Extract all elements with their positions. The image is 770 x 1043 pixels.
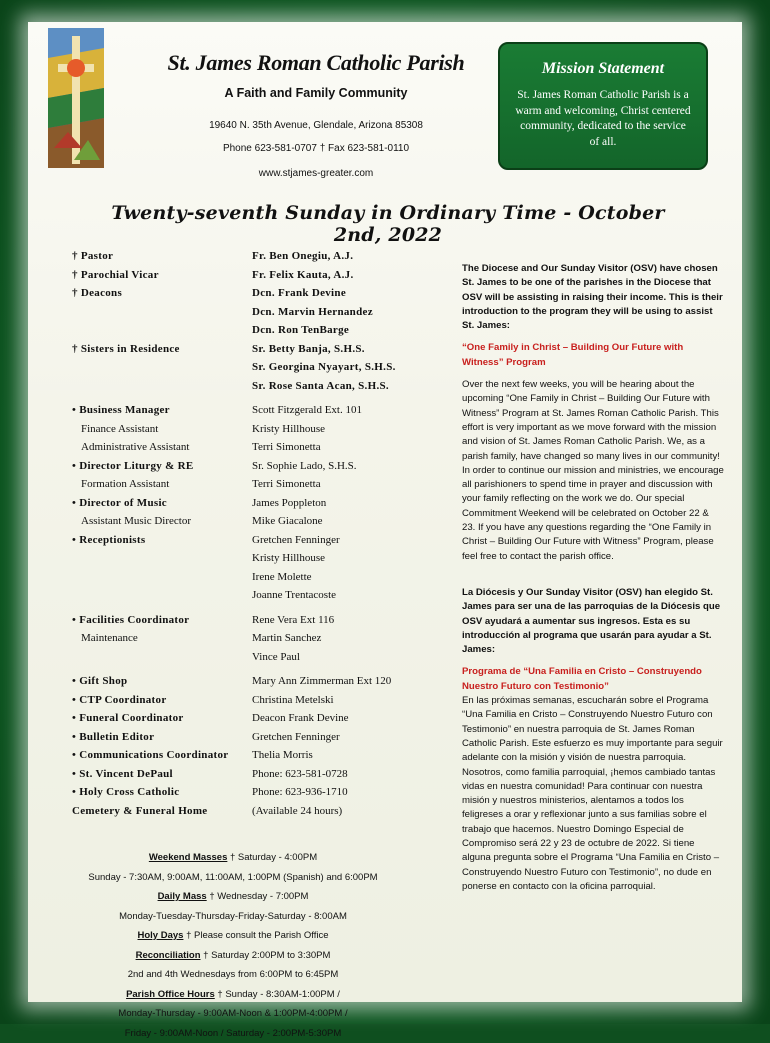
staff-name: Phone: 623-581-0728 [252,765,452,784]
staff-row [72,420,452,439]
staff-name: Gretchen Fenninger [252,728,452,747]
weekend-sunday: Sunday - 7:30AM, 9:00AM, 11:00AM, 1:00PM (Spanish) and 6:00PM [68,868,398,888]
staff-row [72,377,452,396]
staff-role: Finance Assistant [72,420,252,439]
staff-row [72,512,452,531]
staff-name: Mike Giacalone [252,512,452,531]
staff-role: Cemetery & Funeral Home [72,802,252,821]
staff-name: Terri Simonetta [252,438,452,457]
reconciliation-label: Reconciliation [136,950,201,961]
parish-logo [48,28,104,168]
parish-address: 19640 N. 35th Avenue, Glendale, Arizona 85308 [166,120,466,131]
staff-name: Gretchen Fenninger [252,531,452,550]
daily-wednesday: † Wednesday - 7:00PM [207,891,309,902]
staff-row [72,321,452,340]
announcement-es-intro: La Diócesis y Our Sunday Visitor (OSV) han elegido St. James para ser una de las parroquias de la Diócesis que OSV ayudará a aumentar sus ingresos. Esta es su introducción al programa que usarán para ayudar a St. James: [462,586,724,657]
bulletin-page [28,22,742,1002]
staff-name: Mary Ann Zimmerman Ext 120 [252,672,452,691]
staff-role: • CTP Coordinator [72,691,252,710]
staff-row [72,340,452,359]
staff-name: Thelia Morris [252,746,452,765]
staff-name: Martin Sanchez [252,629,452,648]
staff-role [72,648,252,667]
mission-statement-box [498,42,708,170]
staff-name: Irene Molette [252,568,452,587]
mission-title: Mission Statement [500,60,706,78]
staff-role: • St. Vincent DePaul [72,765,252,784]
reconciliation-text: † Saturday 2:00PM to 3:30PM [201,950,331,961]
office-hours-text-2: Monday-Thursday - 9:00AM-Noon & 1:00PM-4:00PM / [68,1004,398,1024]
staff-role: • Receptionists [72,531,252,550]
staff-name: Dcn. Ron TenBarge [252,321,452,340]
staff-row [72,709,452,728]
staff-directory [72,247,452,820]
staff-role [72,358,252,377]
staff-role [72,549,252,568]
staff-role [72,321,252,340]
staff-row [72,691,452,710]
staff-name: Phone: 623-936-1710 [252,783,452,802]
staff-row [72,783,452,802]
staff-name: Deacon Frank Devine [252,709,452,728]
staff-row [72,438,452,457]
staff-role: † Deacons [72,284,252,303]
staff-name: Scott Fitzgerald Ext. 101 [252,401,452,420]
staff-role: • Bulletin Editor [72,728,252,747]
staff-row [72,765,452,784]
staff-name: Joanne Trentacoste [252,586,452,605]
parish-title: St. James Roman Catholic Parish [166,50,466,76]
announcement-column [462,262,724,902]
staff-role: • Business Manager [72,401,252,420]
parish-phone: Phone 623-581-0707 † Fax 623-581-0110 [166,143,466,154]
staff-row [72,266,452,285]
office-hours-text: † Sunday - 8:30AM-1:00PM / [215,989,340,1000]
staff-row [72,629,452,648]
staff-name: Sr. Betty Banja, S.H.S. [252,340,452,359]
holy-days-text: † Please consult the Parish Office [183,930,328,941]
reconciliation-text-2: 2nd and 4th Wednesdays from 6:00PM to 6:45PM [68,965,398,985]
staff-row [72,401,452,420]
staff-row [72,475,452,494]
announcement-es-program: Programa de “Una Familia en Cristo – Construyendo Nuestro Futuro con Testimonio” [462,665,724,694]
staff-row [72,531,452,550]
staff-name: Terri Simonetta [252,475,452,494]
parish-website[interactable]: www.stjames-greater.com [166,168,466,179]
staff-role [72,303,252,322]
staff-name: Kristy Hillhouse [252,549,452,568]
staff-name: Vince Paul [252,648,452,667]
staff-role: Assistant Music Director [72,512,252,531]
staff-name: Dcn. Frank Devine [252,284,452,303]
staff-row [72,284,452,303]
weekend-masses-label: Weekend Masses [149,852,228,863]
announcement-en-program: “One Family in Christ – Building Our Future with Witness” Program [462,341,724,370]
staff-row [72,568,452,587]
staff-role: • Director Liturgy & RE [72,457,252,476]
staff-role [72,586,252,605]
staff-name: Kristy Hillhouse [252,420,452,439]
staff-name: Fr. Ben Onegiu, A.J. [252,247,452,266]
staff-row [72,247,452,266]
staff-name: Rene Vera Ext 116 [252,611,452,630]
staff-role: • Gift Shop [72,672,252,691]
staff-row [72,494,452,513]
office-hours-label: Parish Office Hours [126,989,215,1000]
staff-role: † Pastor [72,247,252,266]
staff-role: Maintenance [72,629,252,648]
holy-days-label: Holy Days [138,930,184,941]
staff-row [72,648,452,667]
staff-role: • Facilities Coordinator [72,611,252,630]
mission-text: St. James Roman Catholic Parish is a warm and welcoming, Christ centered community, dedicated to the service of all. [514,88,692,150]
announcement-es-body: En las próximas semanas, escucharán sobre el Programa “Una Familia en Cristo – Construyendo Nuestro Futuro con Testimonio” en nuestra parroquia de St. James Roman Catholic Parish. Este esfuerzo es muy importante para seguir adelante con la misión y visión de nuestra parroquia. Nosotros, como familia parroquial, ¡hemos cambiado tantas vidas en nuestra comunidad! Para continuar con nuestra misión y nuestros ministerios, alentamos a todos los feligreses a orar y reflexionar junto a sus familias sobre el trabajo que hacemos. Nuestro Domingo Especial de Compromiso será 22 y 23 de octubre de 2022. Si tiene alguna pregunta sobre el Programa “Una Familia en Cristo – Construyendo Nuestro Futuro con Testimonio”, no dude en ponerse en contacto con la oficina parroquial. [462,694,724,894]
staff-name: Christina Metelski [252,691,452,710]
staff-role: • Director of Music [72,494,252,513]
staff-row [72,586,452,605]
staff-role: Administrative Assistant [72,438,252,457]
daily-mass-label: Daily Mass [158,891,207,902]
staff-role: † Parochial Vicar [72,266,252,285]
staff-name: James Poppleton [252,494,452,513]
staff-name: Sr. Sophie Lado, S.H.S. [252,457,452,476]
staff-role: • Holy Cross Catholic [72,783,252,802]
staff-row [72,549,452,568]
daily-weekdays: Monday-Tuesday-Thursday-Friday-Saturday - 8:00AM [68,907,398,927]
staff-role: • Communications Coordinator [72,746,252,765]
staff-role [72,377,252,396]
staff-role: † Sisters in Residence [72,340,252,359]
staff-row [72,728,452,747]
staff-row [72,672,452,691]
staff-role: • Funeral Coordinator [72,709,252,728]
staff-name: Sr. Georgina Nyayart, S.H.S. [252,358,452,377]
staff-name: (Available 24 hours) [252,802,452,821]
staff-role [72,568,252,587]
mass-schedule [68,848,398,1043]
parish-subtitle: A Faith and Family Community [166,86,466,100]
office-hours-text-3: Friday - 9:00AM-Noon / Saturday - 2:00PM-5:30PM [68,1024,398,1043]
staff-row [72,457,452,476]
staff-row [72,611,452,630]
weekend-saturday: † Saturday - 4:00PM [227,852,317,863]
staff-name: Fr. Felix Kauta, A.J. [252,266,452,285]
staff-row [72,746,452,765]
staff-row [72,358,452,377]
announcement-en-intro: The Diocese and Our Sunday Visitor (OSV) have chosen St. James to be one of the parishes in the Diocese that OSV will be assisting in raising their income. This is their introduction to the program they will be using to assist St. James: [462,262,724,333]
staff-row [72,802,452,821]
announcement-en-body: Over the next few weeks, you will be hearing about the upcoming “One Family in Christ – Building Our Future with Witness” Program at St. James Roman Catholic Parish. This effort is very important as we move forward with the mission and vision of St. James Roman Catholic Parish. We, as a parish family, have changed so many lives in our community! In order to continue our mission and ministries, we encourage all parishioners to spend time in prayer and discussion with your family reflecting on the work we do. Our special Commitment Weekend will be celebrated on October 22 & 23. If you have any questions regarding the “One Family in Christ – Building Our Future with Witness” Program, please feel free to contact the parish office. [462,378,724,564]
staff-name: Dcn. Marvin Hernandez [252,303,452,322]
staff-role: Formation Assistant [72,475,252,494]
staff-name: Sr. Rose Santa Acan, S.H.S. [252,377,452,396]
bulletin-title: Twenty-seventh Sunday in Ordinary Time - October 2nd, 2022 [108,202,668,246]
staff-row [72,303,452,322]
